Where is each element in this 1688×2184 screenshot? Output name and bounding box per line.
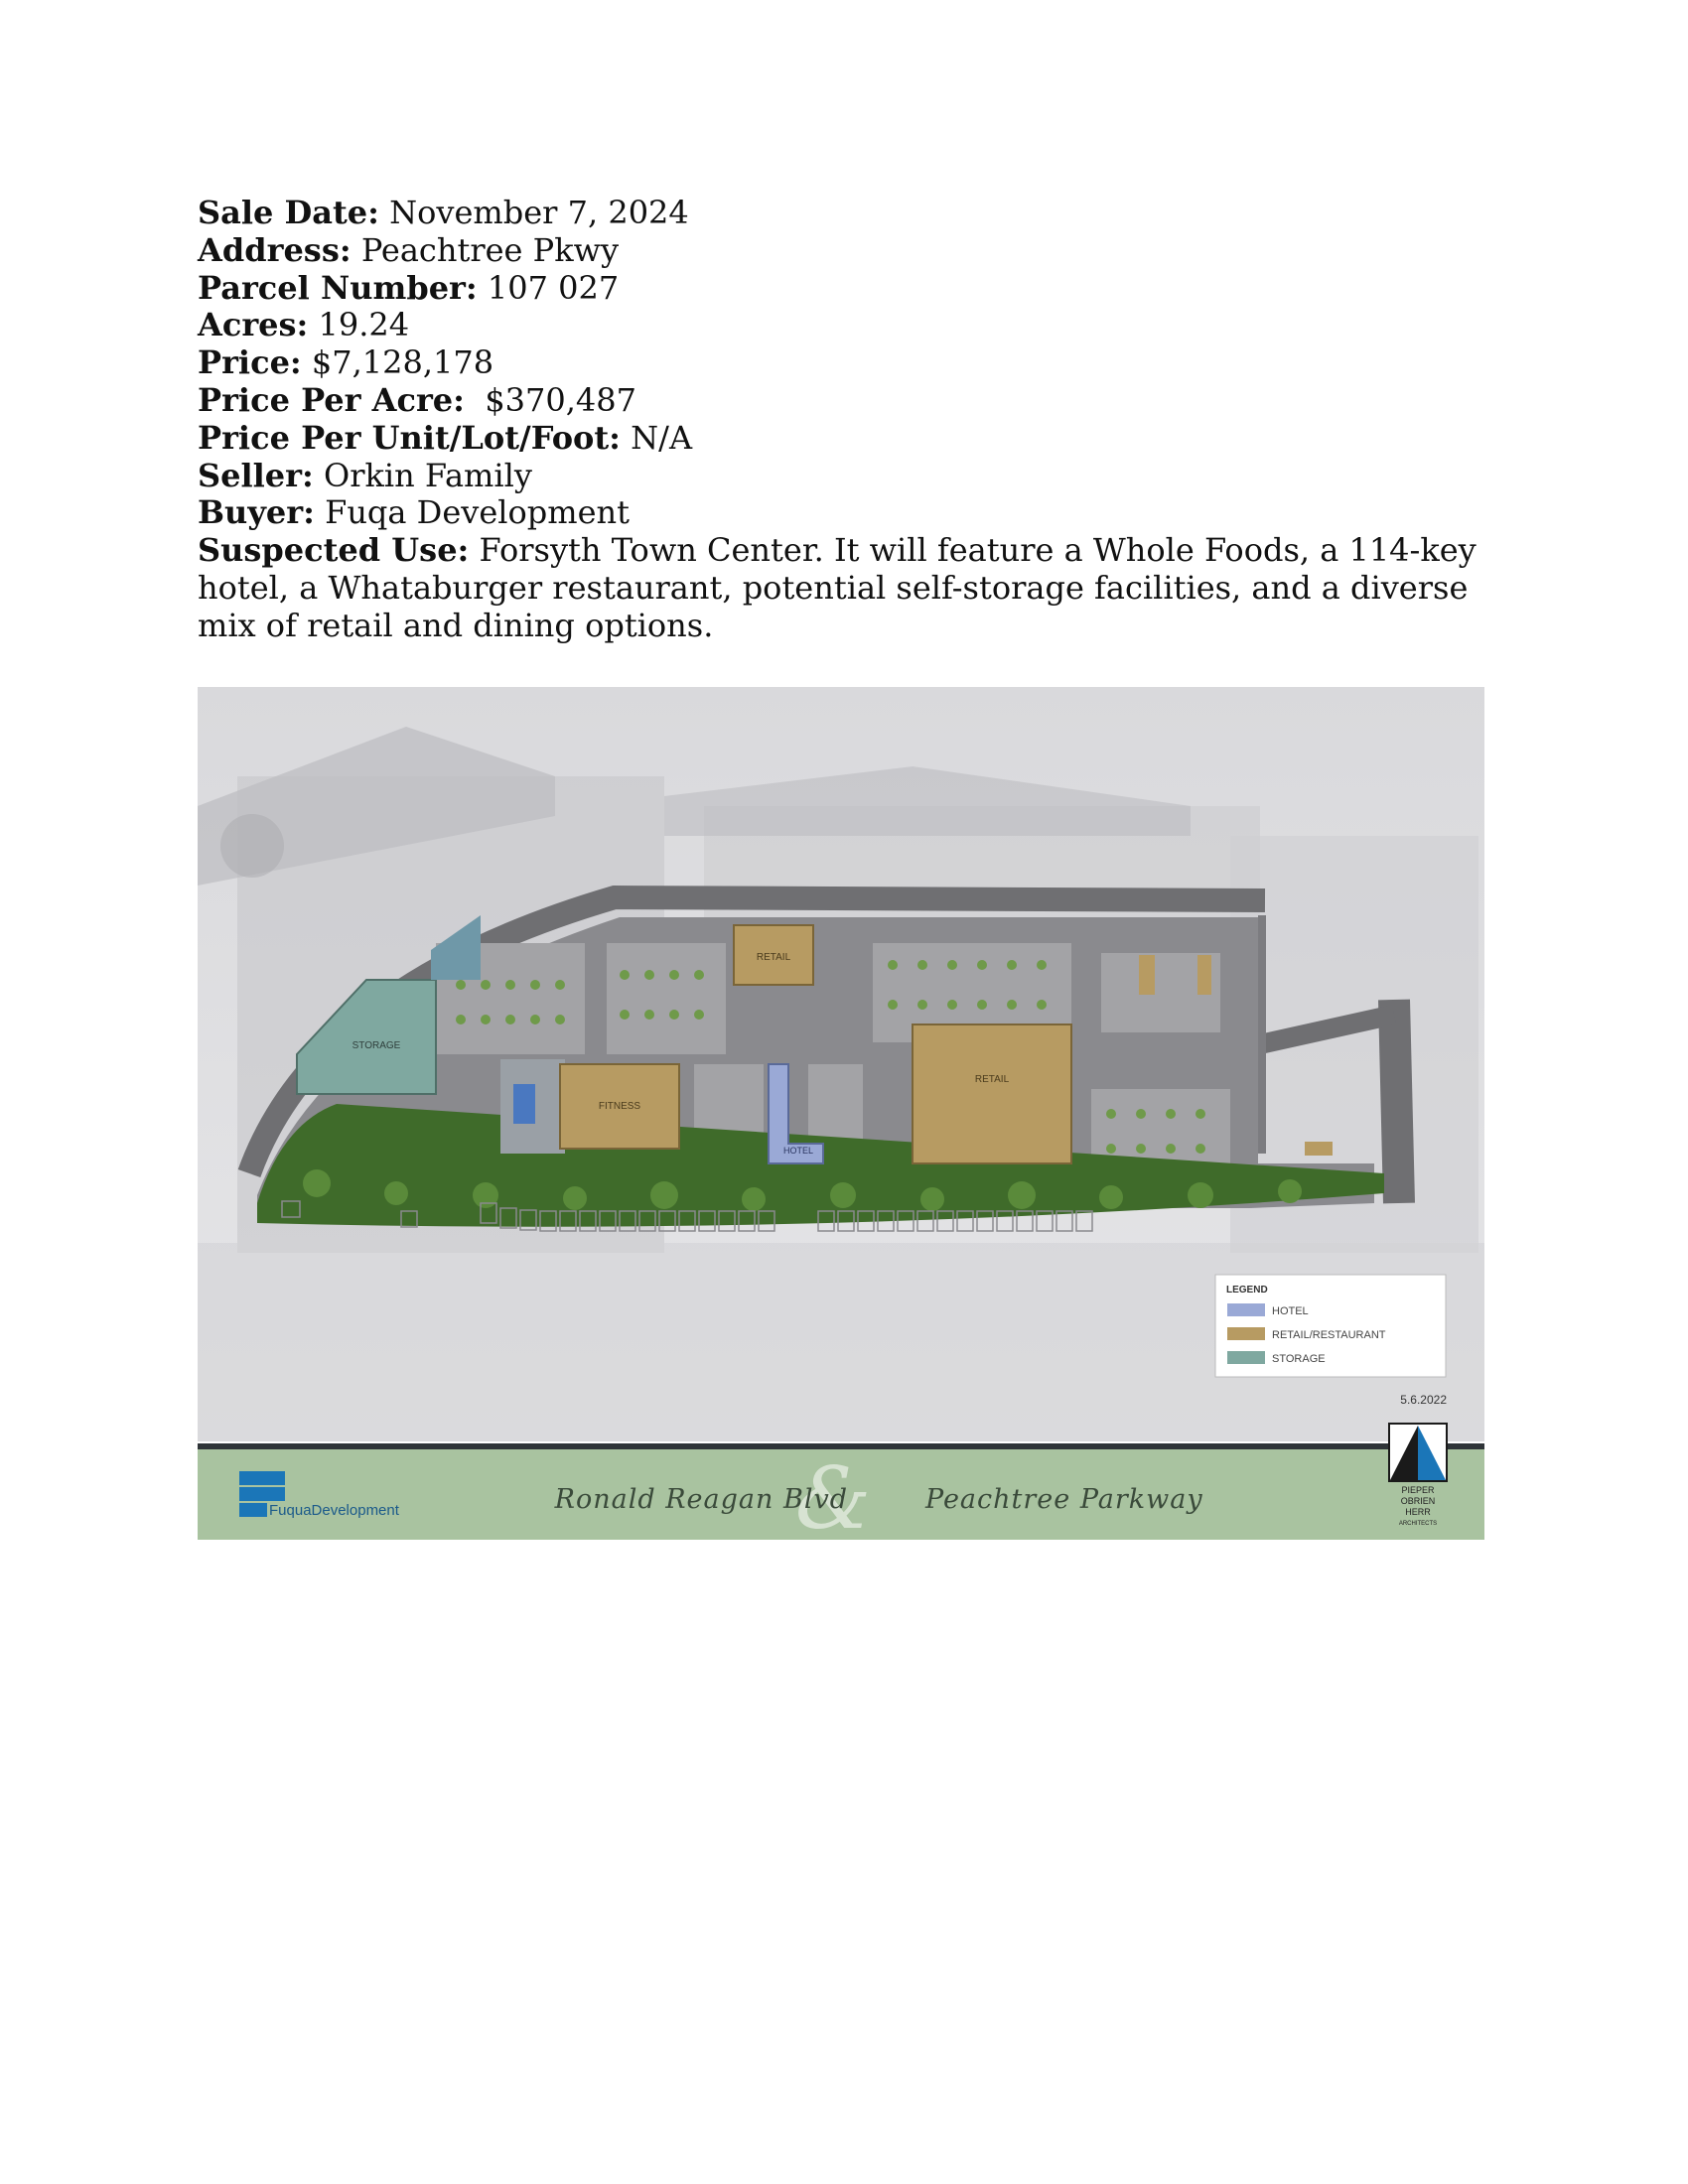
- legend-swatch-retail: [1227, 1327, 1265, 1340]
- architect-line-2: OBRIEN: [1400, 1496, 1436, 1506]
- legend-label-hotel: HOTEL: [1272, 1305, 1309, 1317]
- price-per-unit-label: Price Per Unit/Lot/Foot:: [198, 418, 621, 457]
- fitness-building: [500, 1059, 679, 1154]
- retail-small-label: RETAIL: [756, 952, 791, 963]
- road-name-right: Peachtree Parkway: [925, 1484, 1203, 1515]
- seller-value: Orkin Family: [323, 456, 532, 494]
- price-per-acre-label: Price Per Acre:: [198, 380, 465, 419]
- legend-title: LEGEND: [1226, 1285, 1268, 1296]
- parcel-label: Parcel Number:: [198, 268, 478, 307]
- sale-date-label: Sale Date:: [198, 194, 379, 231]
- price-per-acre-value: $370,487: [485, 380, 636, 419]
- plan-date: 5.6.2022: [1400, 1393, 1447, 1407]
- acres-row: [198, 307, 1498, 344]
- site-plan-image: [198, 687, 1484, 1540]
- fitness-label: FITNESS: [598, 1101, 641, 1112]
- ampersand-mark: &: [794, 1449, 872, 1540]
- address-row: [198, 232, 1498, 270]
- price-per-acre-row: [198, 382, 1498, 420]
- suspected-use-label: Suspected Use:: [198, 531, 470, 570]
- architect-line-3: HERR: [1405, 1507, 1431, 1517]
- price-value: $7,128,178: [311, 343, 494, 382]
- suspected-use-row: [198, 532, 1498, 644]
- parcel-row: [198, 270, 1498, 308]
- retail-large-label: RETAIL: [974, 1074, 1010, 1085]
- address-label: Address:: [198, 230, 352, 269]
- sale-date-row: [198, 195, 1498, 232]
- acres-value: 19.24: [318, 306, 410, 344]
- legend-swatch-hotel: [1227, 1303, 1265, 1316]
- seller-row: [198, 458, 1498, 495]
- legend-label-storage: STORAGE: [1272, 1353, 1326, 1365]
- address-value: Peachtree Pkwy: [360, 230, 620, 269]
- retail-small-building: [734, 925, 813, 985]
- suspected-use-value: Forsyth Town Center. It will feature a Whole Foods, a 114-key hotel, a Whataburger restaurant, potential self-storage facilities, and a diverse mix of retail and dining options.: [198, 531, 1477, 644]
- road-name-left: Ronald Reagan Blvd: [554, 1484, 848, 1515]
- sale-date-value: November 7, 2024: [389, 194, 689, 231]
- hotel-label: HOTEL: [782, 1146, 814, 1156]
- architect-line-1: PIEPER: [1401, 1485, 1435, 1495]
- storage-label: STORAGE: [352, 1040, 401, 1051]
- buyer-value: Fuqa Development: [325, 493, 630, 532]
- price-per-unit-row: [198, 420, 1498, 458]
- price-row: [198, 344, 1498, 382]
- acres-label: Acres:: [198, 306, 309, 344]
- buyer-label: Buyer:: [198, 493, 315, 532]
- buyer-row: [198, 494, 1498, 532]
- architect-line-4: ARCHITECTS: [1398, 1521, 1438, 1527]
- legend-label-retail: RETAIL/RESTAURANT: [1272, 1329, 1386, 1341]
- legend: [1215, 1275, 1446, 1377]
- legend-swatch-storage: [1227, 1351, 1265, 1364]
- price-per-unit-value: N/A: [631, 418, 693, 457]
- retail-large-building: [913, 1024, 1071, 1163]
- seller-label: Seller:: [198, 456, 314, 494]
- price-label: Price:: [198, 343, 302, 382]
- developer-name: FuquaDevelopment: [269, 1502, 399, 1519]
- parcel-value: 107 027: [487, 268, 620, 307]
- sale-details: [198, 195, 1498, 645]
